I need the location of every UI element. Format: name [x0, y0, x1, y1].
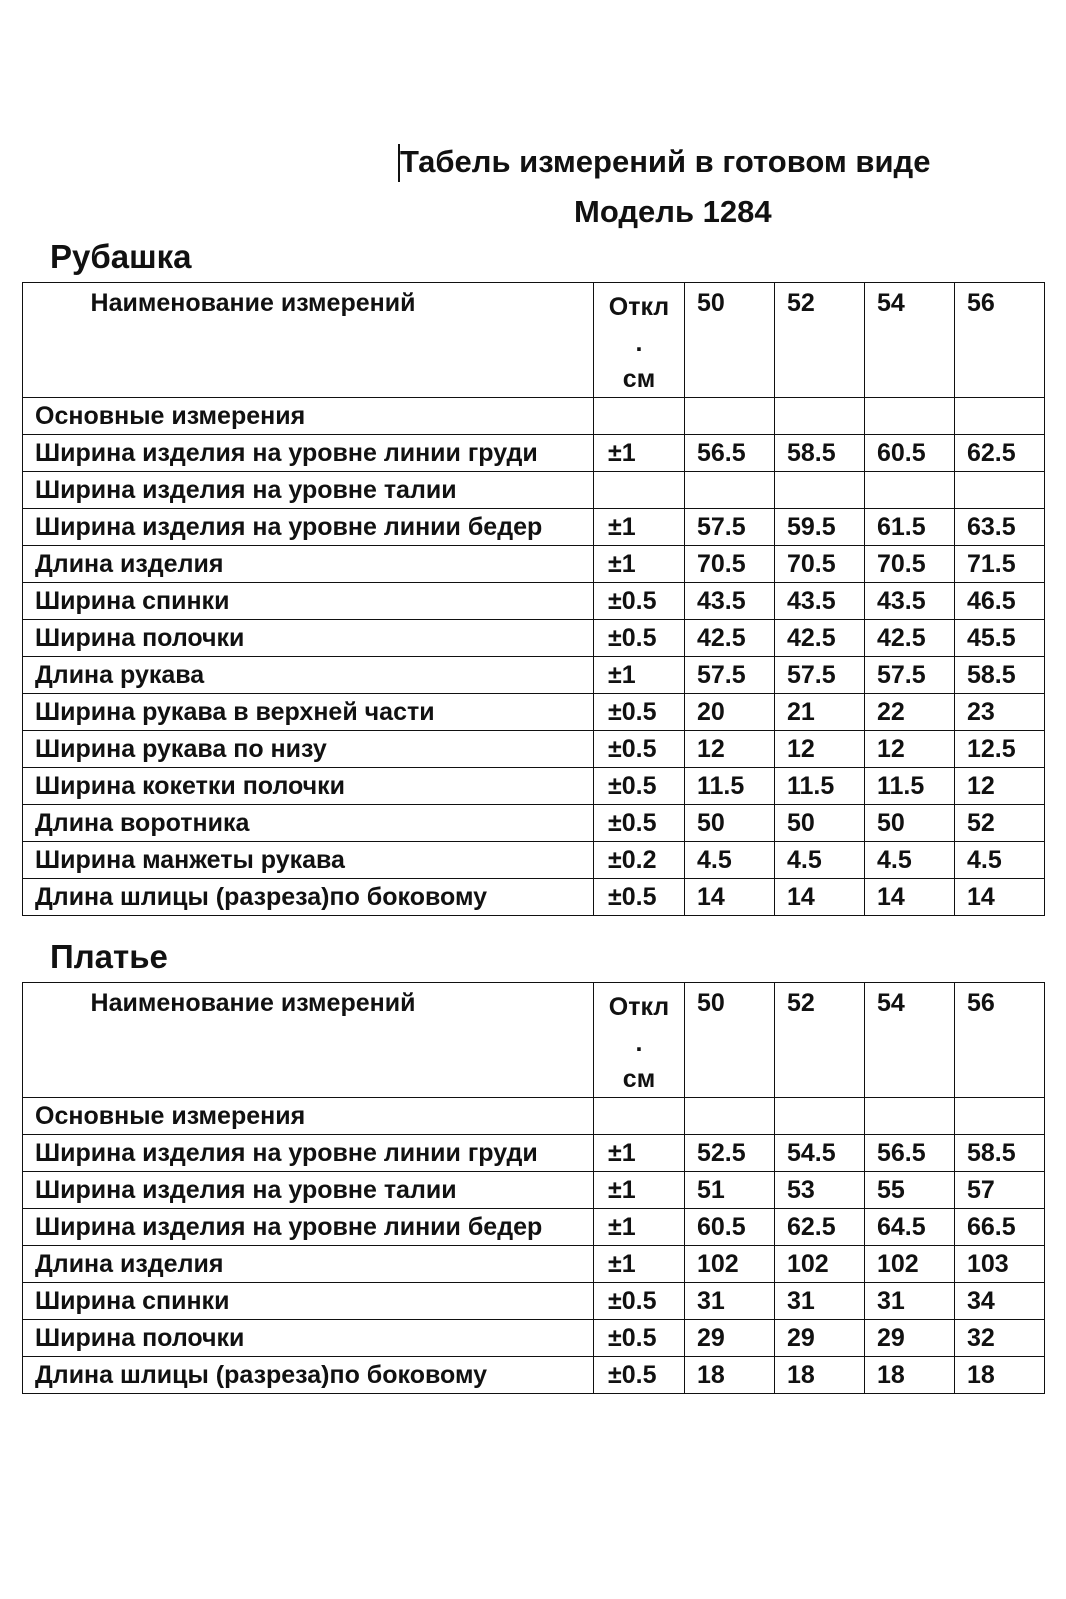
table-row: [23, 842, 1045, 879]
measurement-name: Ширина рукава по низу: [23, 731, 594, 768]
measurement-deviation: ±1: [594, 1209, 685, 1246]
measurement-value: [775, 1098, 865, 1135]
measurement-name: Ширина полочки: [23, 1320, 594, 1357]
deviation-header-text: см: [622, 365, 656, 393]
table-row: [23, 583, 1045, 620]
measurement-name: Длина рукава: [23, 657, 594, 694]
table-row: [23, 398, 1045, 435]
measurement-value: 50: [775, 805, 865, 842]
measurement-value: 59.5: [775, 509, 865, 546]
measurement-value: 22: [865, 694, 955, 731]
measurement-value: 53: [775, 1172, 865, 1209]
measurement-value: 62.5: [955, 435, 1045, 472]
measurement-value: 32: [955, 1320, 1045, 1357]
measurement-deviation: ±1: [594, 1246, 685, 1283]
measurement-value: 42.5: [775, 620, 865, 657]
measurement-deviation: ±0.5: [594, 805, 685, 842]
measurement-value: 11.5: [775, 768, 865, 805]
measurement-deviation: ±0.2: [594, 842, 685, 879]
measurement-value: [685, 398, 775, 435]
measurement-value: 52.5: [685, 1135, 775, 1172]
measurement-name: Ширина изделия на уровне талии: [23, 472, 594, 509]
table-row: [23, 1246, 1045, 1283]
measurement-deviation: ±0.5: [594, 731, 685, 768]
measurement-deviation: ±0.5: [594, 879, 685, 916]
measurement-value: 43.5: [685, 583, 775, 620]
measurement-value: 12: [775, 731, 865, 768]
measurement-value: 42.5: [685, 620, 775, 657]
page-title-text: Табель измерений в готовом виде: [400, 144, 931, 179]
measurement-value: 57.5: [865, 657, 955, 694]
deviation-header-text: Откл: [608, 993, 670, 1021]
table-row: [23, 1172, 1045, 1209]
measurement-value: 51: [685, 1172, 775, 1209]
measurement-name: Ширина спинки: [23, 1283, 594, 1320]
measurement-value: 60.5: [685, 1209, 775, 1246]
measurement-value: 42.5: [865, 620, 955, 657]
table-header-row: [23, 983, 1045, 1098]
measurement-value: 11.5: [685, 768, 775, 805]
measurement-value: [685, 472, 775, 509]
measurement-value: 12: [955, 768, 1045, 805]
table-row: [23, 1209, 1045, 1246]
measurement-value: 60.5: [865, 435, 955, 472]
measurement-value: 58.5: [955, 657, 1045, 694]
column-header-deviation: [594, 983, 685, 1098]
column-header-name: Наименование измерений: [23, 983, 594, 1098]
measurement-name: Длина воротника: [23, 805, 594, 842]
measurement-name: Ширина изделия на уровне линии бедер: [23, 509, 594, 546]
measurement-deviation: ±0.5: [594, 1320, 685, 1357]
measurement-name: Длина шлицы (разреза)по боковому: [23, 1357, 594, 1394]
measurement-value: 14: [685, 879, 775, 916]
deviation-header-text: .: [635, 329, 643, 357]
table-row: [23, 435, 1045, 472]
measurement-deviation: ±0.5: [594, 1357, 685, 1394]
measurement-name: Длина изделия: [23, 1246, 594, 1283]
measurement-value: 14: [865, 879, 955, 916]
measurement-value: 31: [685, 1283, 775, 1320]
measurement-value: 58.5: [955, 1135, 1045, 1172]
measurement-value: 23: [955, 694, 1045, 731]
measurement-deviation: ±1: [594, 509, 685, 546]
measurement-deviation: ±1: [594, 546, 685, 583]
column-header-size: 50: [685, 283, 775, 398]
column-header-size: 56: [955, 283, 1045, 398]
measurement-deviation: ±0.5: [594, 620, 685, 657]
measurement-deviation: ±1: [594, 1172, 685, 1209]
measurement-value: 18: [865, 1357, 955, 1394]
text-cursor: [398, 144, 400, 182]
measurement-value: [865, 472, 955, 509]
measurement-name: Ширина кокетки полочки: [23, 768, 594, 805]
measurement-value: 46.5: [955, 583, 1045, 620]
model-number: Модель 1284: [574, 194, 772, 229]
measurement-value: 55: [865, 1172, 955, 1209]
measurement-value: 14: [775, 879, 865, 916]
shirt-measurements-table: [22, 282, 1045, 916]
table-row: [23, 805, 1045, 842]
table-row: [23, 731, 1045, 768]
measurement-value: [865, 398, 955, 435]
measurement-value: 57: [955, 1172, 1045, 1209]
measurement-deviation: ±1: [594, 1135, 685, 1172]
measurement-value: 18: [955, 1357, 1045, 1394]
measurement-deviation: ±1: [594, 657, 685, 694]
measurement-value: 70.5: [865, 546, 955, 583]
measurement-value: 29: [865, 1320, 955, 1357]
measurement-value: 54.5: [775, 1135, 865, 1172]
table-row: [23, 509, 1045, 546]
measurement-value: 71.5: [955, 546, 1045, 583]
measurement-value: 20: [685, 694, 775, 731]
measurement-value: 56.5: [685, 435, 775, 472]
measurement-value: 52: [955, 805, 1045, 842]
measurement-deviation: ±1: [594, 435, 685, 472]
measurement-value: 102: [685, 1246, 775, 1283]
measurement-name: Основные измерения: [23, 398, 594, 435]
table-row: [23, 1320, 1045, 1357]
column-header-name: Наименование измерений: [23, 283, 594, 398]
measurement-value: 18: [775, 1357, 865, 1394]
measurement-name: Ширина спинки: [23, 583, 594, 620]
table-row: [23, 1283, 1045, 1320]
deviation-header-text: Откл: [608, 293, 670, 321]
table-header-row: [23, 283, 1045, 398]
table-row: [23, 768, 1045, 805]
measurement-name: Ширина изделия на уровне линии бедер: [23, 1209, 594, 1246]
measurement-value: [865, 1098, 955, 1135]
table-row: [23, 472, 1045, 509]
measurement-value: 70.5: [775, 546, 865, 583]
table-row: [23, 546, 1045, 583]
measurement-value: 29: [685, 1320, 775, 1357]
table-row: [23, 1135, 1045, 1172]
measurement-value: 12: [865, 731, 955, 768]
measurement-value: [685, 1098, 775, 1135]
column-header-size: 54: [865, 983, 955, 1098]
measurement-value: 66.5: [955, 1209, 1045, 1246]
table-row: [23, 620, 1045, 657]
measurement-value: 57.5: [685, 509, 775, 546]
measurement-value: 4.5: [775, 842, 865, 879]
measurement-value: [955, 398, 1045, 435]
measurement-value: 50: [865, 805, 955, 842]
table-row: [23, 694, 1045, 731]
measurement-value: 50: [685, 805, 775, 842]
measurement-name: Ширина изделия на уровне линии груди: [23, 1135, 594, 1172]
measurement-value: 102: [775, 1246, 865, 1283]
measurement-value: 103: [955, 1246, 1045, 1283]
measurement-name: Ширина манжеты рукава: [23, 842, 594, 879]
measurement-value: 4.5: [955, 842, 1045, 879]
measurement-value: 29: [775, 1320, 865, 1357]
measurement-deviation: [594, 398, 685, 435]
measurement-value: [775, 472, 865, 509]
table-row: [23, 1098, 1045, 1135]
column-header-size: 52: [775, 983, 865, 1098]
measurement-value: 4.5: [865, 842, 955, 879]
column-header-deviation: [594, 283, 685, 398]
column-header-size: 56: [955, 983, 1045, 1098]
measurement-deviation: [594, 1098, 685, 1135]
measurement-deviation: ±0.5: [594, 694, 685, 731]
dress-heading: Платье: [50, 938, 168, 975]
shirt-heading: Рубашка: [50, 238, 192, 275]
measurement-value: [775, 398, 865, 435]
measurement-value: 64.5: [865, 1209, 955, 1246]
measurement-name: Основные измерения: [23, 1098, 594, 1135]
measurement-name: Ширина полочки: [23, 620, 594, 657]
measurement-deviation: [594, 472, 685, 509]
measurement-value: 62.5: [775, 1209, 865, 1246]
deviation-header-text: .: [635, 1029, 643, 1057]
measurement-value: 45.5: [955, 620, 1045, 657]
measurement-value: 11.5: [865, 768, 955, 805]
measurement-value: 63.5: [955, 509, 1045, 546]
measurement-value: 12.5: [955, 731, 1045, 768]
measurement-deviation: ±0.5: [594, 768, 685, 805]
measurement-value: 21: [775, 694, 865, 731]
measurement-value: 14: [955, 879, 1045, 916]
table-row: [23, 657, 1045, 694]
measurement-value: 43.5: [865, 583, 955, 620]
measurement-name: Ширина изделия на уровне линии груди: [23, 435, 594, 472]
measurement-name: Ширина изделия на уровне талии: [23, 1172, 594, 1209]
dress-measurements-table: [22, 982, 1045, 1394]
table-row: [23, 879, 1045, 916]
measurement-value: 57.5: [685, 657, 775, 694]
measurement-value: 31: [865, 1283, 955, 1320]
measurement-value: 4.5: [685, 842, 775, 879]
measurement-deviation: ±0.5: [594, 1283, 685, 1320]
table-row: [23, 1357, 1045, 1394]
measurement-value: 57.5: [775, 657, 865, 694]
measurement-value: 70.5: [685, 546, 775, 583]
measurement-value: 18: [685, 1357, 775, 1394]
measurement-value: 31: [775, 1283, 865, 1320]
deviation-header-text: см: [622, 1065, 656, 1093]
column-header-size: 52: [775, 283, 865, 398]
measurement-value: 34: [955, 1283, 1045, 1320]
measurement-value: 61.5: [865, 509, 955, 546]
measurement-value: [955, 472, 1045, 509]
page-title: [400, 140, 1000, 184]
measurement-value: 58.5: [775, 435, 865, 472]
measurement-value: 12: [685, 731, 775, 768]
measurement-deviation: ±0.5: [594, 583, 685, 620]
measurement-value: [955, 1098, 1045, 1135]
column-header-size: 50: [685, 983, 775, 1098]
column-header-size: 54: [865, 283, 955, 398]
measurement-name: Ширина рукава в верхней части: [23, 694, 594, 731]
measurement-value: 102: [865, 1246, 955, 1283]
measurement-value: 56.5: [865, 1135, 955, 1172]
measurement-name: Длина шлицы (разреза)по боковому: [23, 879, 594, 916]
measurement-name: Длина изделия: [23, 546, 594, 583]
measurement-value: 43.5: [775, 583, 865, 620]
